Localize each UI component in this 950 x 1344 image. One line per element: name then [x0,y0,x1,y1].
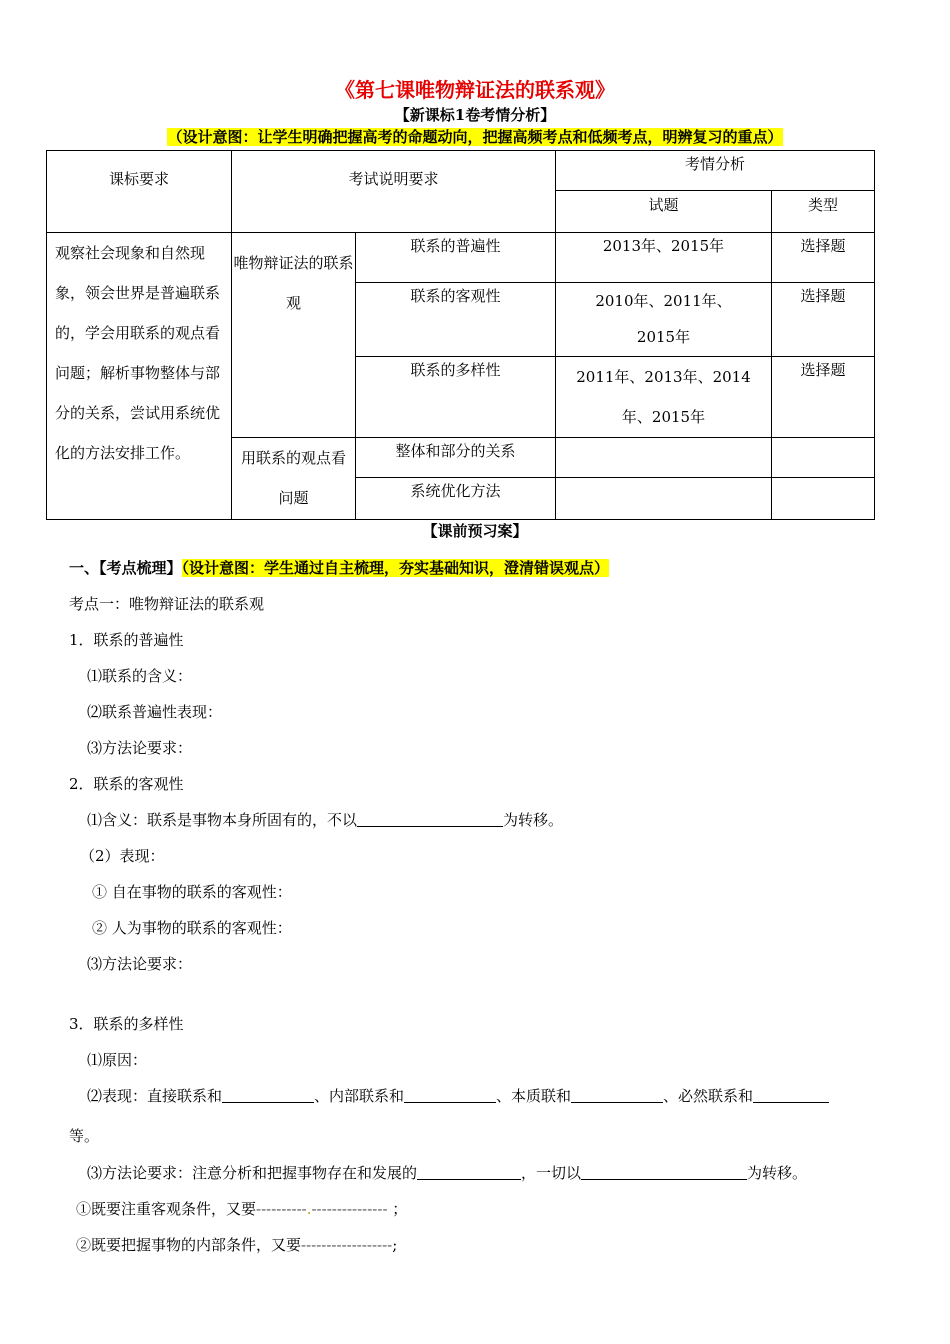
s2-meaning-text: ⑴含义：联系是事物本身所固有的，不以 [87,811,358,829]
s3-text-c: 、本质联和 [496,1087,572,1105]
header-curriculum: 课标要求 [47,151,232,233]
group-dialectics-view: 唯物辩证法的联系观 [232,233,356,438]
s1-title: 1．联系的普遍性 [69,631,184,649]
dash-blank-a[interactable]: ---------- [256,1200,307,1218]
s3-method-text-c: 为转移。 [747,1164,808,1182]
blank-field[interactable] [581,1163,747,1180]
s3-method-text-b: ，一切以 [521,1164,582,1182]
blank-field[interactable] [222,1086,314,1103]
s2-manifestation: （2）表现： [80,847,165,865]
type-system-optimization [772,478,875,520]
years-system-optimization [556,478,772,520]
s3-requirement-1: ①既要注重客观条件，又要----------.--------------- ； [76,1200,408,1218]
s3-req2-text: ②既要把握事物的内部条件，又要 [76,1236,302,1254]
header-type: 类型 [772,191,875,233]
dash-blank-b[interactable]: --------------- [311,1200,388,1218]
item-whole-part: 整体和部分的关系 [356,438,556,478]
s3-cause: ⑴原因： [87,1051,148,1069]
item-diversity: 联系的多样性 [356,357,556,438]
item-objectivity: 联系的客观性 [356,283,556,357]
s1-methodology: ⑶方法论要求： [87,739,193,757]
s3-req1-text: ①既要注重客观条件，又要 [76,1200,257,1218]
s3-method-text-a: ⑶方法论要求：注意分析和把握事物存在和发展的 [87,1164,418,1182]
blank-field[interactable] [571,1086,663,1103]
s1-meaning: ⑴联系的含义： [87,667,193,685]
s2-meaning-suffix: 为转移。 [503,811,564,829]
s3-manifestation [87,1085,829,1106]
s3-manifestation-end: 等。 [69,1127,100,1145]
s2-artificial-things: ② 人为事物的联系的客观性： [92,919,292,937]
header-questions: 试题 [556,191,772,233]
years-whole-part [556,438,772,478]
years-diversity: 2011年、2013年、2014年、2015年 [556,357,772,438]
s3-methodology [87,1162,807,1183]
section1-intent: （设计意图：学生通过自主梳理，夯实基础知识，澄清错误观点） [181,559,610,577]
type-objectivity: 选择题 [772,283,875,357]
s2-natural-things: ① 自在事物的联系的客观性： [92,883,292,901]
exam-analysis-heading: 【新课标1卷考情分析】 [394,106,556,124]
s3-text-b: 、内部联系和 [314,1087,405,1105]
header-analysis: 考情分析 [556,151,875,191]
s2-methodology: ⑶方法论要求： [87,955,193,973]
design-intent-note [0,126,950,147]
type-diversity: 选择题 [772,357,875,438]
s3-text-a: ⑵表现：直接联系和 [87,1087,223,1105]
s3-title: 3．联系的多样性 [69,1015,184,1033]
section1-prefix: 一、【考点梳理】 [69,559,182,577]
page-title: 《第七课唯物辩证法的联系观》 [335,78,615,102]
s1-manifestation: ⑵联系普遍性表现： [87,703,223,721]
dash-blank-c[interactable]: ------------------ [301,1236,393,1254]
blank-field[interactable] [404,1086,496,1103]
s3-text-d: 、必然联系和 [663,1087,754,1105]
s2-title: 2．联系的客观性 [69,775,184,793]
curriculum-requirement: 观察社会现象和自然现象，领会世界是普遍联系的，学会用联系的观点看问题；解析事物整体与部分的关系，尝试用系统优化的方法安排工作。 [47,233,232,520]
item-universality: 联系的普遍性 [356,233,556,283]
s3-req1-end: ； [392,1200,408,1218]
preview-heading: 【课前预习案】 [422,522,528,540]
exam-analysis-table [46,150,875,520]
s3-req2-end: ; [392,1236,398,1254]
item-system-optimization: 系统优化方法 [356,478,556,520]
design-intent-text: （设计意图：让学生明确把握高考的命题动向，把握高频考点和低频考点，明辨复习的重点） [167,128,783,146]
section1-heading [69,557,609,578]
years-objectivity: 2010年、2011年、2015年 [556,283,772,357]
years-universality: 2013年、2015年 [556,233,772,283]
type-universality: 选择题 [772,233,875,283]
point1-title: 考点一：唯物辩证法的联系观 [69,595,265,613]
group-use-connection: 用联系的观点看问题 [232,438,356,520]
blank-field[interactable] [417,1163,521,1180]
s2-meaning [87,809,563,830]
blank-field[interactable] [357,810,503,827]
header-exam-description: 考试说明要求 [232,151,556,233]
blank-field[interactable] [753,1086,829,1103]
s3-requirement-2 [76,1234,397,1255]
type-whole-part [772,438,875,478]
